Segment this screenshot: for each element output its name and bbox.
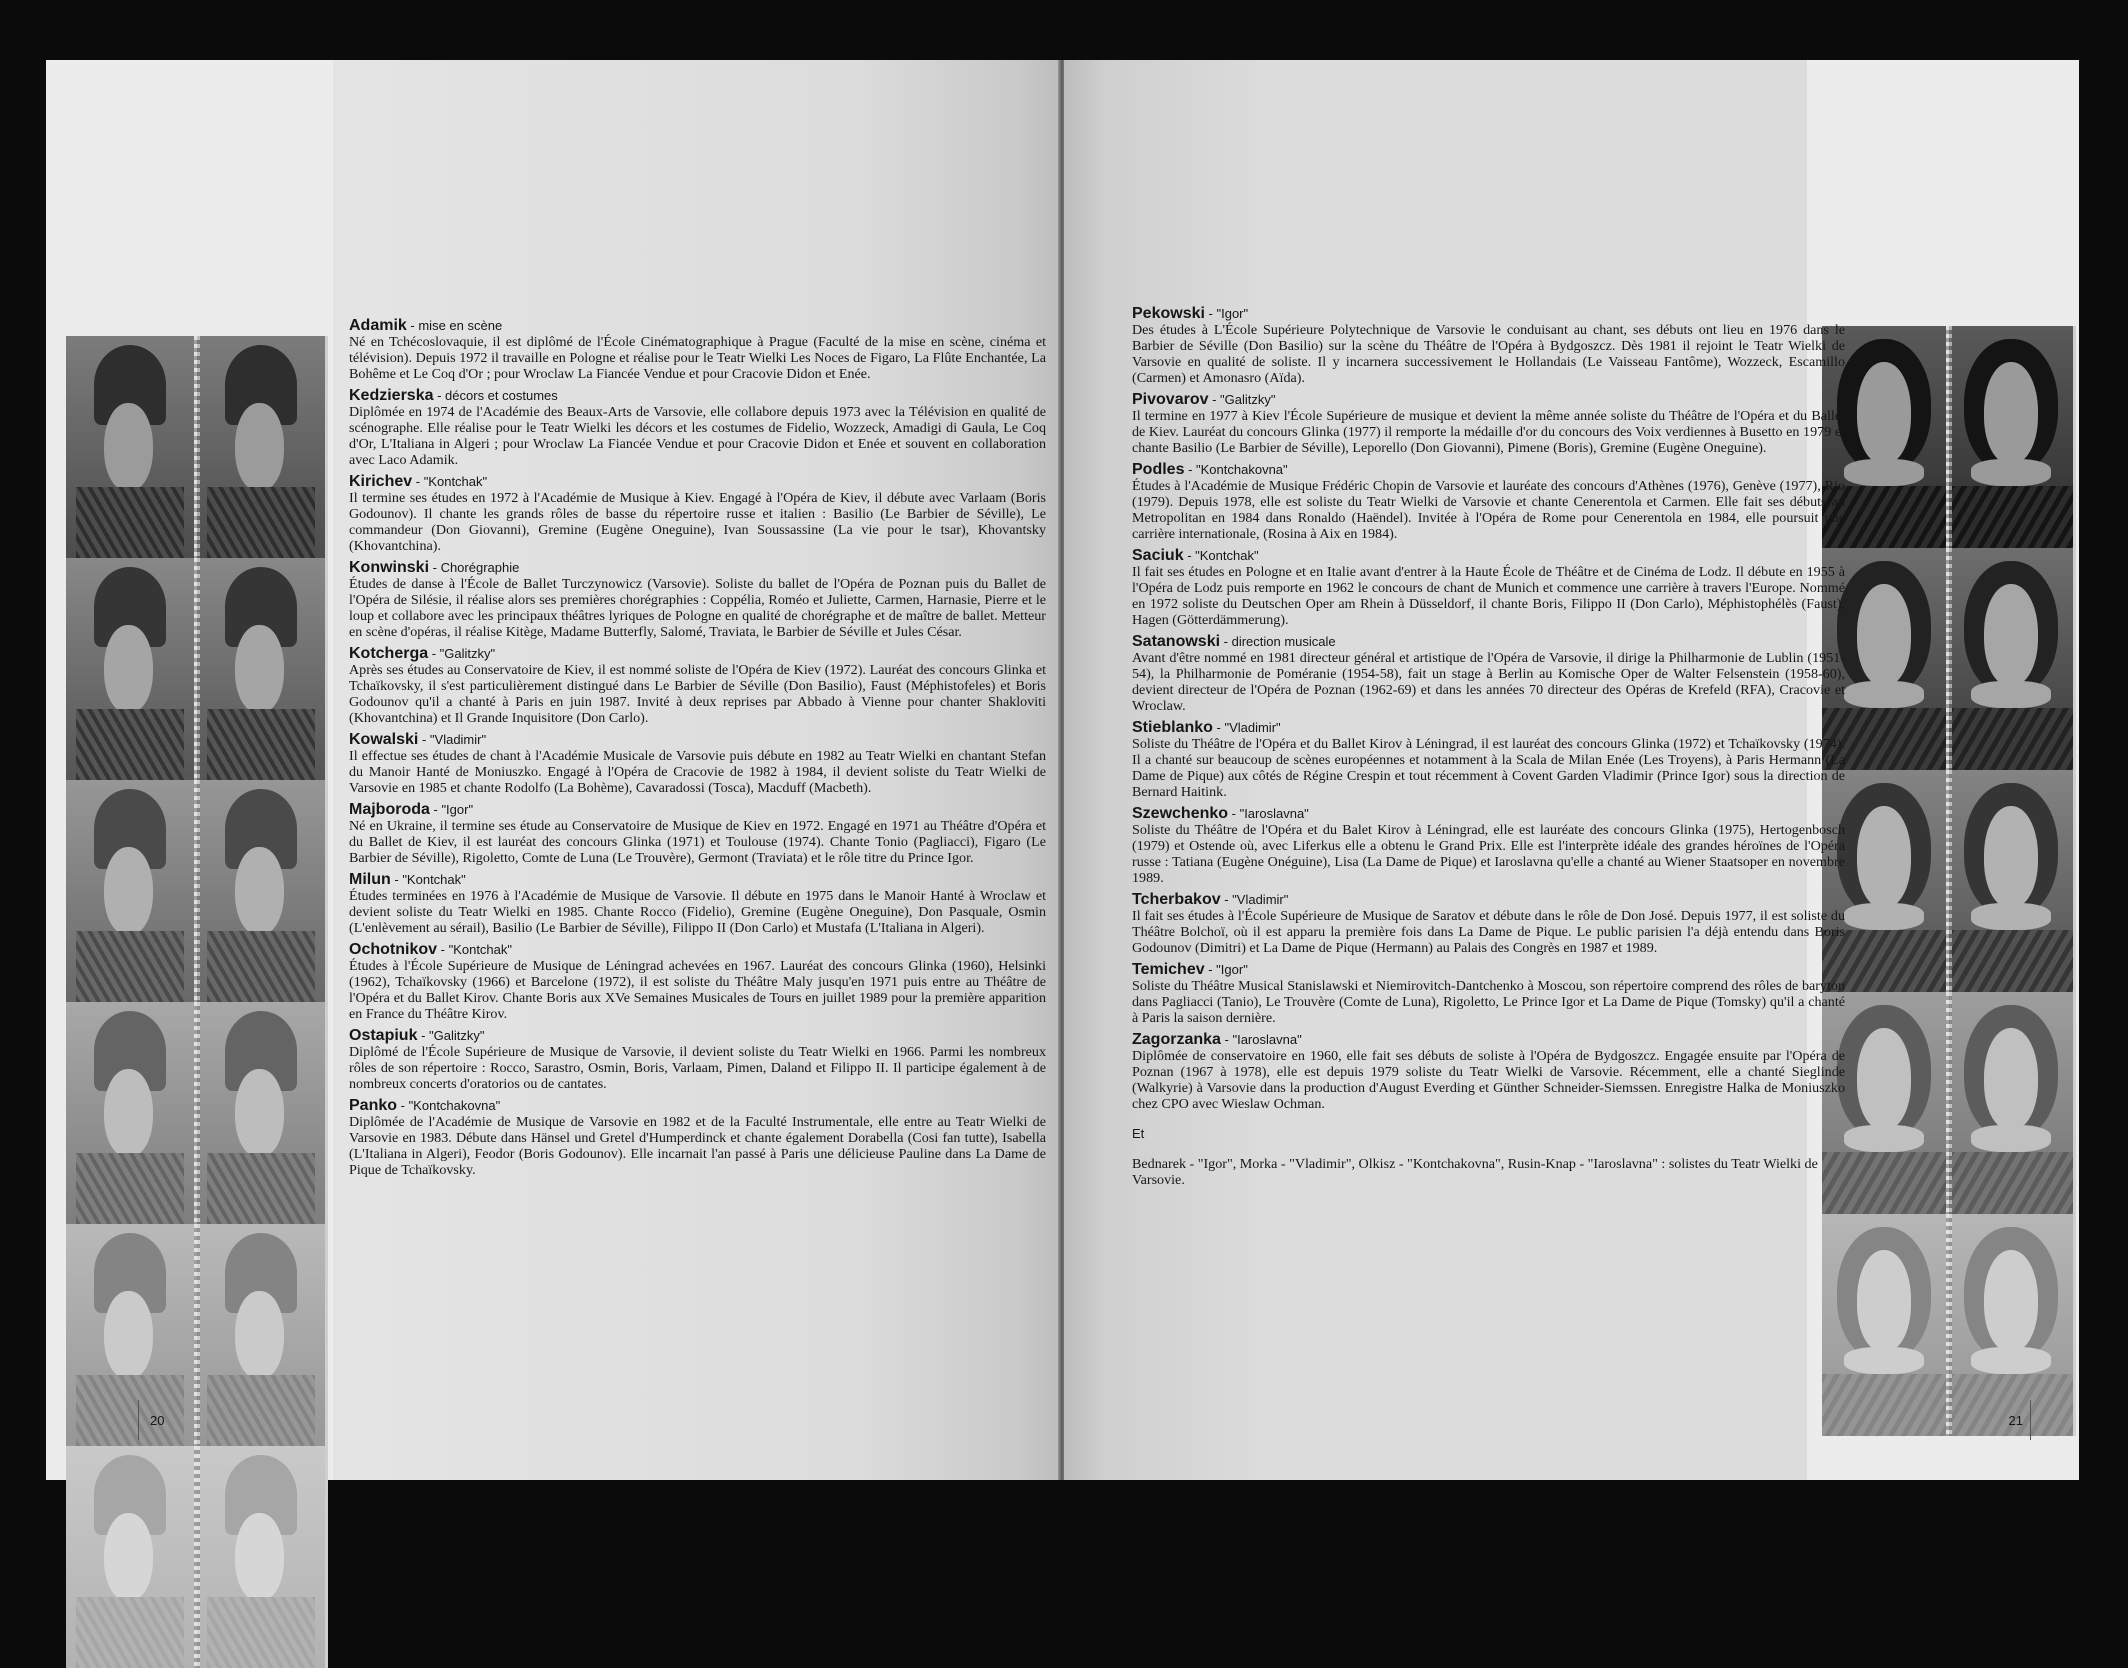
bio-entry bbox=[349, 872, 1046, 936]
bio-heading bbox=[349, 1028, 1046, 1044]
bio-entry bbox=[349, 732, 1046, 796]
bio-heading bbox=[349, 474, 1046, 490]
bio-name: Szewchenko bbox=[1132, 805, 1229, 822]
bio-role: - direction musicale bbox=[1220, 634, 1336, 649]
photo-frame bbox=[1822, 770, 2076, 992]
bio-name: Kowalski bbox=[349, 731, 419, 748]
left-page bbox=[46, 60, 1060, 1480]
bio-role: - "Kontchak" bbox=[1183, 548, 1259, 563]
bio-name: Zagorzanka bbox=[1132, 1031, 1221, 1048]
bio-text: Études à l'École Supérieure de Musique de Léningrad achevées en 1967. Lauréat des concours Glinka (1960), Helsinki (1962), Tchaïkovsky (1966) et Barcelone (1972), il est soliste du Théâtre Maly jusqu'en 1971 puis entre au Théâtre de l'Opéra et du Ballet Kirov. Chante Boris aux XVe Semaines Musicales de Tours en juillet 1989 pour la première apparition en France du Théâtre Kirov. bbox=[349, 958, 1046, 1022]
bio-entry bbox=[349, 802, 1046, 866]
bio-role: - mise en scène bbox=[406, 318, 503, 333]
bio-text: Né en Ukraine, il termine ses étude au Conservatoire de Musique de Kiev en 1972. Engagé en 1971 au Théâtre d'Opéra et du Ballet de Kiev, il est lauréat des concours Glinka (1971) et Toulouse (1974). Chante Tonio (Pagliacci), Figaro (Le Barbier de Séville), Rigoletto, Comte de Luna (Le Trouvère), Germont (Traviata) et le rôle titre du Prince Igor. bbox=[349, 818, 1046, 866]
photo bbox=[1949, 326, 2076, 548]
photo bbox=[66, 1446, 197, 1668]
bio-entry bbox=[1132, 892, 1845, 956]
page-number-rule bbox=[2030, 1400, 2031, 1440]
bio-name: Saciuk bbox=[1132, 547, 1184, 564]
bio-text: Diplômée de l'Académie de Musique de Varsovie en 1982 et de la Faculté Instrumentale, elle entre au Teatr Wielki de Varsovie en 1983. Débute dans Hänsel und Gretel d'Humperdinck et chante également Dorabella (Cosi fan tutte), Isabella (L'Italiana in Algeri), Feodor (Boris Godounov). Elle incarnait l'an passé à Paris une délicieuse Pauline dans La Dame de Pique de Tchaïkovsky. bbox=[349, 1114, 1046, 1178]
film-sprocket bbox=[1946, 770, 1952, 992]
bio-text: Après ses études au Conservatoire de Kiev, il est nommé soliste de l'Opéra de Kiev (1972). Lauréat des concours Glinka et Tchaïkovsky, il s'est particulièrement distingué dans Le Barbier de Séville (Don Basilio), Faust (Méphistofeles) et Boris Godounov qu'il a chanté à Paris en juin 1987. Invité à deux reprises par Abbado à Vienne pour chanter Shakloviti (Khovantchina) et Il Grande Inquisitore (Don Carlo). bbox=[349, 662, 1046, 726]
bio-heading bbox=[349, 732, 1046, 748]
bio-name: Majboroda bbox=[349, 801, 430, 818]
film-sprocket bbox=[194, 780, 200, 1002]
bio-name: Pivovarov bbox=[1132, 391, 1209, 408]
bio-text: Il fait ses études à l'École Supérieure de Musique de Saratov et débute dans le rôle de Don José. Depuis 1977, il est soliste du Théâtre Bolchoï, où il est apparu la première fois dans La Dame de Pique. Le public parisien l'a déjà entendu dans Boris Godounov (Dimitri) et La Dame de Pique (Hermann) au Palais des Congrès en 1987 et 1989. bbox=[1132, 908, 1845, 956]
bio-entry bbox=[1132, 806, 1845, 886]
bio-entry bbox=[1132, 306, 1845, 386]
photo bbox=[66, 1224, 197, 1446]
bio-role: - "Galitzky" bbox=[428, 646, 496, 661]
bio-entry bbox=[349, 646, 1046, 726]
right-entries bbox=[1132, 306, 1845, 1112]
bio-role: - "Iaroslavna" bbox=[1220, 1032, 1302, 1047]
bio-role: - "Kontchakovna" bbox=[1184, 462, 1288, 477]
bio-entry bbox=[1132, 1032, 1845, 1112]
bio-entry bbox=[1132, 634, 1845, 714]
photo bbox=[1822, 1214, 1949, 1436]
bio-entry bbox=[349, 474, 1046, 554]
photo bbox=[1949, 1214, 2076, 1436]
bio-name: Pekowski bbox=[1132, 305, 1205, 322]
photo bbox=[66, 558, 197, 780]
page-number-rule bbox=[138, 1400, 139, 1440]
photo bbox=[1949, 992, 2076, 1214]
bio-heading bbox=[349, 388, 1046, 404]
photo bbox=[197, 1002, 328, 1224]
photo-frame bbox=[66, 336, 328, 558]
bio-name: Panko bbox=[349, 1097, 398, 1114]
film-sprocket bbox=[194, 336, 200, 558]
photo-frame bbox=[1822, 1214, 2076, 1436]
right-page bbox=[1064, 60, 2079, 1480]
bio-text: Né en Tchécoslovaquie, il est diplômé de l'École Cinématographique à Prague (Faculté de la mise en scène, cinéma et télévision). Depuis 1972 il travaille en Pologne et réalise pour le Teatr Wielki Les Noces de Figaro, La Flûte Enchantée, La Bohême et Le Coq d'Or ; pour Wroclaw La Fiancée Vendue et pour Cracovie Didon et Enée. bbox=[349, 334, 1046, 382]
bio-role: - "Galitzky" bbox=[417, 1028, 485, 1043]
bio-name: Adamik bbox=[349, 317, 407, 334]
closing-heading: Et bbox=[1132, 1126, 1145, 1141]
bio-text: Il termine ses études en 1972 à l'Académie de Musique à Kiev. Engagé à l'Opéra de Kiev, il débute avec Varlaam (Boris Godounov). Il chante les grands rôles de basse du répertoire russe et italien : Basilio (Le Barbier de Séville), Le commandeur (Don Giovanni), Gremine (Eugène Oneguine), Ivan Soussassine (La vie pour le tsar), Khovantsky (Khovantchina). bbox=[349, 490, 1046, 554]
bio-text: Études de danse à l'École de Ballet Turczynowicz (Varsovie). Soliste du ballet de l'Opéra de Poznan puis du Ballet de l'Opéra de Silésie, il réalise alors ses premières chorégraphies : Coppélia, Roméo et Juliette, Carmen, Harnasie, Pierre et le loup et collabore avec les principaux théâtres lyriques de Pologne en qualité de chorégraphe et de maître de ballet. Metteur en scène d'opéras, il réalise Kitège, Madame Butterfly, Salomé, Traviata, le Barbier de Séville et Jules César. bbox=[349, 576, 1046, 640]
film-sprocket bbox=[1946, 1214, 1952, 1436]
bio-heading bbox=[1132, 806, 1845, 822]
photo bbox=[197, 780, 328, 1002]
bio-entry bbox=[1132, 462, 1845, 542]
bio-text: Soliste du Théâtre de l'Opéra et du Balet Kirov à Léningrad, elle est lauréate des concours Glinka (1975), Hertogenbosch (1979) et Ostende où, avec Liferkus elle a obtenu le Grand Prix. Elle est l'interprète idéale des grandes héroïnes de l'Opéra russe : Tatiana (Eugène Onéguine), Lisa (La Dame de Pique) et Iaroslavna qu'elle a chanté au Wiener Staatsoper en novembre 1989. bbox=[1132, 822, 1845, 886]
bio-role: - "Kontchakovna" bbox=[397, 1098, 501, 1113]
photo-frame bbox=[1822, 326, 2076, 548]
bio-text: Diplômée de conservatoire en 1960, elle fait ses débuts de soliste à l'Opéra de Bydgoszcz. Engagée ensuite par l'Opéra de Poznan (1967 à 1978), elle est depuis 1979 soliste du Teatr Wielki de Varsovie. Récemment, elle a chanté Sieglinde (Walkyrie) à Varsovie dans la production d'August Everding et Günther Schneider-Siemssen. Enregistre Halka de Moniuszko chez CPO avec Wieslaw Ochman. bbox=[1132, 1048, 1845, 1112]
bio-heading bbox=[1132, 892, 1845, 908]
bio-text: Il effectue ses études de chant à l'Académie Musicale de Varsovie puis débute en 1982 au Teatr Wielki en chantant Stefan du Manoir Hanté de Moniuszko. Engagé à l'Opéra de Cracovie de 1982 à 1984, il devient soliste du Teatr Wielki de Varsovie en 1985 et chante Rodolfo (La Bohème), Cavaradossi (Tosca), Macduff (Macbeth). bbox=[349, 748, 1046, 796]
photo-frame bbox=[66, 558, 328, 780]
photo bbox=[197, 336, 328, 558]
bio-name: Temichev bbox=[1132, 961, 1205, 978]
bio-text: Des études à L'École Supérieure Polytechnique de Varsovie le conduisant au chant, ses débuts ont lieu en 1976 dans le Barbier de Séville (Don Basilio) sur la scène du Théâtre de l'Opéra à Bydgoszcz. Dès 1981 il rejoint le Teatr Wielki de Varsovie en qualité de soliste. Il y incarnera successivement le Hollandais (Le Vaisseau Fantôme), Wozzeck, Escamillo (Carmen) et Amonasro (Aïda). bbox=[1132, 322, 1845, 386]
bio-text: Études à l'Académie de Musique Frédéric Chopin de Varsovie et lauréate des concours d'Athènes (1976), Genève (1977), Rio (1979). Depuis 1978, elle est soliste du Teatr Wielki de Varsovie et chante Cenerentola et Carmen. Elle fait ses débuts au Metropolitan en 1984 dans Ronaldo (Haëndel). Invitée à l'Opéra de Rome pour Cenerentola en 1984, elle poursuit une carrière internationale, (Rosina à Aix en 1984). bbox=[1132, 478, 1845, 542]
left-photo-strip bbox=[66, 336, 328, 1668]
bio-heading bbox=[1132, 306, 1845, 322]
bio-role: - "Igor" bbox=[429, 802, 474, 817]
bio-text: Il fait ses études en Pologne et en Italie avant d'entrer à la Haute École de Théâtre et de Cinéma de Lodz. Il débute en 1955 à l'Opéra de Lodz puis remporte en 1962 le concours de chant de Munich et commence une carrière à travers l'Europe. Nommé en 1972 soliste du Deutschen Oper am Rhein à Düsseldorf, il chante Boris, Filippo II (Don Carlo), Méphistophélès (Faust), Hagen (Götterdämmerung). bbox=[1132, 564, 1845, 628]
bio-name: Kedzierska bbox=[349, 387, 434, 404]
photo bbox=[197, 558, 328, 780]
bio-entry bbox=[349, 1098, 1046, 1178]
photo bbox=[197, 1446, 328, 1668]
bio-entry bbox=[349, 1028, 1046, 1092]
bio-role: - "Kontchak" bbox=[390, 872, 466, 887]
bio-heading bbox=[349, 942, 1046, 958]
bio-role: - décors et costumes bbox=[433, 388, 558, 403]
photo bbox=[66, 1002, 197, 1224]
photo bbox=[66, 336, 197, 558]
photo bbox=[1949, 548, 2076, 770]
bio-heading bbox=[349, 646, 1046, 662]
page-number-left: 20 bbox=[150, 1413, 165, 1428]
left-text-column bbox=[349, 318, 1046, 1184]
photo-frame bbox=[66, 1224, 328, 1446]
photo bbox=[1949, 770, 2076, 992]
bio-heading bbox=[1132, 1032, 1845, 1048]
film-sprocket bbox=[1946, 992, 1952, 1214]
bio-heading bbox=[349, 872, 1046, 888]
bio-heading bbox=[1132, 720, 1845, 736]
bio-heading bbox=[349, 318, 1046, 334]
bio-entry bbox=[1132, 720, 1845, 800]
bio-name: Kirichev bbox=[349, 473, 413, 490]
bio-role: - "Iaroslavna" bbox=[1228, 806, 1309, 821]
bio-text: Diplômé de l'École Supérieure de Musique de Varsovie, il devient soliste du Teatr Wielki en 1966. Parmi les nombreux rôles de son répertoire : Rocco, Sarastro, Osmin, Boris, Varlaam, Pimen, Daland et Filippo II. Il participe également à de nombreux concerts d'oratorios ou de cantates. bbox=[349, 1044, 1046, 1092]
right-photo-strip bbox=[1822, 326, 2076, 1436]
bio-role: - Chorégraphie bbox=[429, 560, 520, 575]
film-sprocket bbox=[194, 1446, 200, 1668]
bio-name: Stieblanko bbox=[1132, 719, 1213, 736]
bio-heading bbox=[1132, 962, 1845, 978]
photo-frame bbox=[1822, 992, 2076, 1214]
bio-entry bbox=[349, 318, 1046, 382]
photo bbox=[197, 1224, 328, 1446]
bio-role: - "Kontchak" bbox=[412, 474, 488, 489]
photo-frame bbox=[66, 1446, 328, 1668]
bio-entry bbox=[349, 942, 1046, 1022]
bio-name: Satanowski bbox=[1132, 633, 1221, 650]
photo-frame bbox=[66, 1002, 328, 1224]
bio-heading bbox=[349, 1098, 1046, 1114]
bio-role: - "Kontchak" bbox=[437, 942, 513, 957]
bio-role: - "Galitzky" bbox=[1208, 392, 1276, 407]
bio-heading bbox=[1132, 392, 1845, 408]
bio-text: Études terminées en 1976 à l'Académie de Musique de Varsovie. Il débute en 1975 dans le Manoir Hanté à Wroclaw et devient soliste du Teatr Wielki en 1985. Chante Rocco (Fidelio), Gremine (Eugène Oneguine), Don Pasquale, Osmin (L'enlèvement au sérail), Basilio (Le Barbier de Séville), Filippo II (Don Carlo) et Mustafa (L'Italiana in Algeri). bbox=[349, 888, 1046, 936]
closing-text: Bednarek - "Igor", Morka - "Vladimir", Olkisz - "Kontchakovna", Rusin-Knap - "Iaroslavna" : solistes du Teatr Wielki de Varsovie. bbox=[1132, 1156, 1818, 1188]
bio-text: Il termine en 1977 à Kiev l'École Supérieure de musique et devient la même année soliste du Théâtre de l'Opéra et du Ballet de Kiev. Lauréat du concours Glinka (1977) il remporte la médaille d'or du concours des Voix verdiennes à Busetto en 1979 et chante Basilio (Le Barbier de Séville), Leporello (Don Giovanni), Pimene (Boris), Gremine (Eugène Oneguine). bbox=[1132, 408, 1845, 456]
bio-heading bbox=[1132, 462, 1845, 478]
photo-frame bbox=[1822, 548, 2076, 770]
bio-text: Soliste du Théâtre de l'Opéra et du Ballet Kirov à Léningrad, il est lauréat des concours Glinka (1972) et Tchaïkovsky (1974). Il a chanté sur beaucoup de scènes européennes et notamment à la Scala de Milan Enée (Les Troyens), à Paris Hermann (La Dame de Pique) aux côtés de Régine Crespin et tout récemment à Covent Garden Vladimir (Prince Igor) sous la direction de Bernard Haitink. bbox=[1132, 736, 1845, 800]
film-sprocket bbox=[194, 1002, 200, 1224]
bio-name: Kotcherga bbox=[349, 645, 429, 662]
bio-name: Tcherbakov bbox=[1132, 891, 1221, 908]
bio-role: - "Vladimir" bbox=[418, 732, 487, 747]
film-sprocket bbox=[194, 1224, 200, 1446]
bio-text: Avant d'être nommé en 1981 directeur général et artistique de l'Opéra de Varsovie, il dirige la Philharmonie de Lublin (1951-54), la Philharmonie de Poméranie (1954-58), fait un stage à Berlin au Komische Oper de Walter Felsenstein (1958-60), devient directeur de l'Opéra de Poznan (1962-69) et dans les années 70 directeur des Opéras de Krefeld (RFA), Cracovie et Wroclaw. bbox=[1132, 650, 1845, 714]
bio-entry bbox=[349, 388, 1046, 468]
bio-name: Konwinski bbox=[349, 559, 430, 576]
bio-text: Diplômée en 1974 de l'Académie des Beaux-Arts de Varsovie, elle collabore depuis 1973 avec la Télévision en qualité de scénographe. Elle réalise pour le Teatr Wielki les décors et les costumes de Fidelio, Wozzeck, Amadigi di Gaula, Le Coq d'Or, L'Italiana in Algeri ; pour Wroclaw La Fiancée Vendue et pour Cracovie Didon et Enée et souvent en collaboration avec Laco Adamik. bbox=[349, 404, 1046, 468]
photo bbox=[66, 780, 197, 1002]
bio-entry bbox=[1132, 392, 1845, 456]
film-sprocket bbox=[1946, 548, 1952, 770]
bio-role: - "Igor" bbox=[1204, 306, 1249, 321]
right-text-column bbox=[1132, 306, 1845, 1188]
bio-heading bbox=[1132, 548, 1845, 564]
bio-name: Ostapiuk bbox=[349, 1027, 418, 1044]
bio-heading bbox=[349, 560, 1046, 576]
bio-role: - "Vladimir" bbox=[1212, 720, 1281, 735]
bio-entry bbox=[1132, 548, 1845, 628]
bio-entry bbox=[349, 560, 1046, 640]
bio-name: Milun bbox=[349, 871, 391, 888]
photo-frame bbox=[66, 780, 328, 1002]
bio-role: - "Vladimir" bbox=[1220, 892, 1289, 907]
bio-heading bbox=[349, 802, 1046, 818]
bio-name: Podles bbox=[1132, 461, 1185, 478]
bio-text: Soliste du Théâtre Musical Stanislawski et Niemirovitch-Dantchenko à Moscou, son répertoire comprend des rôles de baryton dans Pagliacci (Tanio), Le Trouvère (Comte de Luna), Rigoletto, Le Prince Igor et La Dame de Pique (Tomsky) qu'il a chanté à Paris la saison dernière. bbox=[1132, 978, 1845, 1026]
film-sprocket bbox=[194, 558, 200, 780]
film-sprocket bbox=[1946, 326, 1952, 548]
bio-name: Ochotnikov bbox=[349, 941, 438, 958]
bio-role: - "Igor" bbox=[1204, 962, 1248, 977]
bio-entry bbox=[1132, 962, 1845, 1026]
page-number-right: 21 bbox=[2008, 1413, 2023, 1428]
bio-heading bbox=[1132, 634, 1845, 650]
